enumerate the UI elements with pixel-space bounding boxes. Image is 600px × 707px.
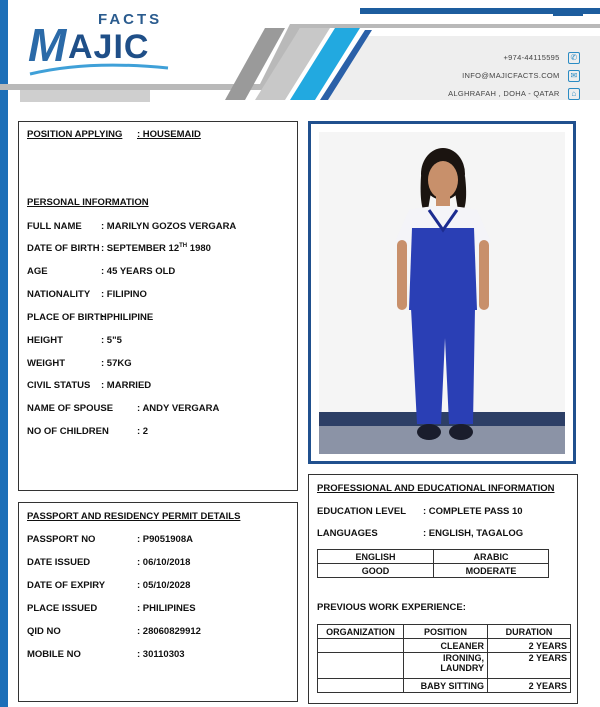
work-row-3-duration: 2 YEARS (488, 679, 571, 693)
children-label: NO OF CHILDREN (27, 426, 109, 437)
contact-email (380, 70, 580, 82)
age-value: : 45 YEARS OLD (101, 266, 176, 277)
contact-phone-text: +974-44115595 (503, 52, 560, 62)
work-experience-table (317, 624, 571, 693)
work-row-2-org (318, 653, 404, 679)
passport-no-value: : P9051908A (137, 534, 193, 545)
personal-heading: PERSONAL INFORMATION (27, 197, 149, 208)
work-row-1-duration: 2 YEARS (488, 639, 571, 653)
logo-swoosh (28, 62, 178, 76)
education-value: : COMPLETE PASS 10 (423, 506, 523, 517)
passport-heading: PASSPORT AND RESIDENCY PERMIT DETAILS (27, 511, 241, 522)
work-row-2-duration: 2 YEARS (488, 653, 571, 679)
lang-col-arabic: ARABIC (434, 550, 549, 564)
position-label: POSITION APPLYING (27, 129, 123, 140)
company-logo (28, 8, 188, 78)
work-header-position: POSITION (404, 625, 488, 639)
spouse-value: : ANDY VERGARA (137, 403, 220, 414)
position-value: : HOUSEMAID (137, 129, 201, 140)
date-issued-value: : 06/10/2018 (137, 557, 191, 568)
spouse-label: NAME OF SPOUSE (27, 403, 114, 414)
contact-phone (380, 52, 580, 64)
nationality-value: : FILIPINO (101, 289, 147, 300)
date-expiry-label: DATE OF EXPIRY (27, 580, 106, 591)
work-row-1-org (318, 639, 404, 653)
work-row-2-position: IRONING, LAUNDRY (404, 653, 488, 679)
contact-address-text: ALGHRAFAH , DOHA - QATAR (448, 88, 560, 98)
height-label: HEIGHT (27, 335, 63, 346)
lang-col-english: ENGLISH (318, 550, 434, 564)
professional-box (308, 474, 578, 704)
full-name-label: FULL NAME (27, 221, 82, 232)
lang-english-level: GOOD (318, 564, 434, 578)
civil-status-value: : MARRIED (101, 380, 152, 391)
work-experience-heading: PREVIOUS WORK EXPERIENCE: (317, 602, 466, 613)
work-table-header-row (318, 625, 571, 639)
qid-label: QID NO (27, 626, 61, 637)
contact-email-text: INFO@MAJICFACTS.COM (462, 70, 560, 80)
weight-label: WEIGHT (27, 358, 65, 369)
mail-icon: ✉ (568, 70, 580, 82)
logo-majic-text: AJIC (68, 28, 150, 66)
lang-arabic-level: MODERATE (434, 564, 549, 578)
pob-label: PLACE OF BIRTH (27, 312, 107, 323)
education-label: EDUCATION LEVEL (317, 506, 407, 517)
logo-m-letter: M (28, 19, 67, 71)
candidate-figure (319, 132, 565, 454)
languages-label: LANGUAGES (317, 528, 378, 539)
professional-heading: PROFESSIONAL AND EDUCATIONAL INFORMATION (317, 483, 555, 494)
place-issued-value: : PHILIPINES (137, 603, 196, 614)
mobile-label: MOBILE NO (27, 649, 81, 660)
height-value: : 5"5 (101, 335, 122, 346)
language-table (317, 549, 549, 578)
personal-info-box (18, 121, 298, 491)
mobile-value: : 30110303 (137, 649, 185, 660)
language-table-value-row (318, 564, 549, 578)
work-header-duration: DURATION (488, 625, 571, 639)
table-row (318, 679, 571, 693)
qid-value: : 28060829912 (137, 626, 201, 637)
passport-box (18, 502, 298, 702)
home-icon: ⌂ (568, 88, 580, 100)
dob-value (101, 243, 211, 254)
weight-value: : 57KG (101, 358, 132, 369)
work-row-1-position: CLEANER (404, 639, 488, 653)
languages-value: : ENGLISH, TAGALOG (423, 528, 524, 539)
work-row-3-position: BABY SITTING (404, 679, 488, 693)
nationality-label: NATIONALITY (27, 289, 91, 300)
age-label: AGE (27, 266, 48, 277)
phone-icon: ✆ (568, 52, 580, 64)
pob-value: : PHILIPINE (101, 312, 154, 323)
contact-address (380, 88, 580, 100)
date-expiry-value: : 05/10/2028 (137, 580, 191, 591)
dob-suffix: TH (179, 243, 188, 249)
civil-status-label: CIVIL STATUS (27, 380, 91, 391)
language-table-header-row (318, 550, 549, 564)
dob-label: DATE OF BIRTH (27, 243, 100, 254)
logo-facts-text: FACTS (98, 11, 163, 28)
table-row (318, 653, 571, 679)
candidate-photo (319, 132, 565, 454)
photo-frame (308, 121, 576, 464)
work-row-3-org (318, 679, 404, 693)
work-header-organization: ORGANIZATION (318, 625, 404, 639)
passport-no-label: PASSPORT NO (27, 534, 96, 545)
table-row (318, 639, 571, 653)
dob-year: 1980 (187, 243, 211, 255)
dob-month-day: : SEPTEMBER 12 (101, 243, 180, 255)
children-value: : 2 (137, 426, 149, 437)
place-issued-label: PLACE ISSUED (27, 603, 98, 614)
full-name-value: : MARILYN GOZOS VERGARA (101, 221, 237, 232)
date-issued-label: DATE ISSUED (27, 557, 91, 568)
header (0, 0, 600, 110)
